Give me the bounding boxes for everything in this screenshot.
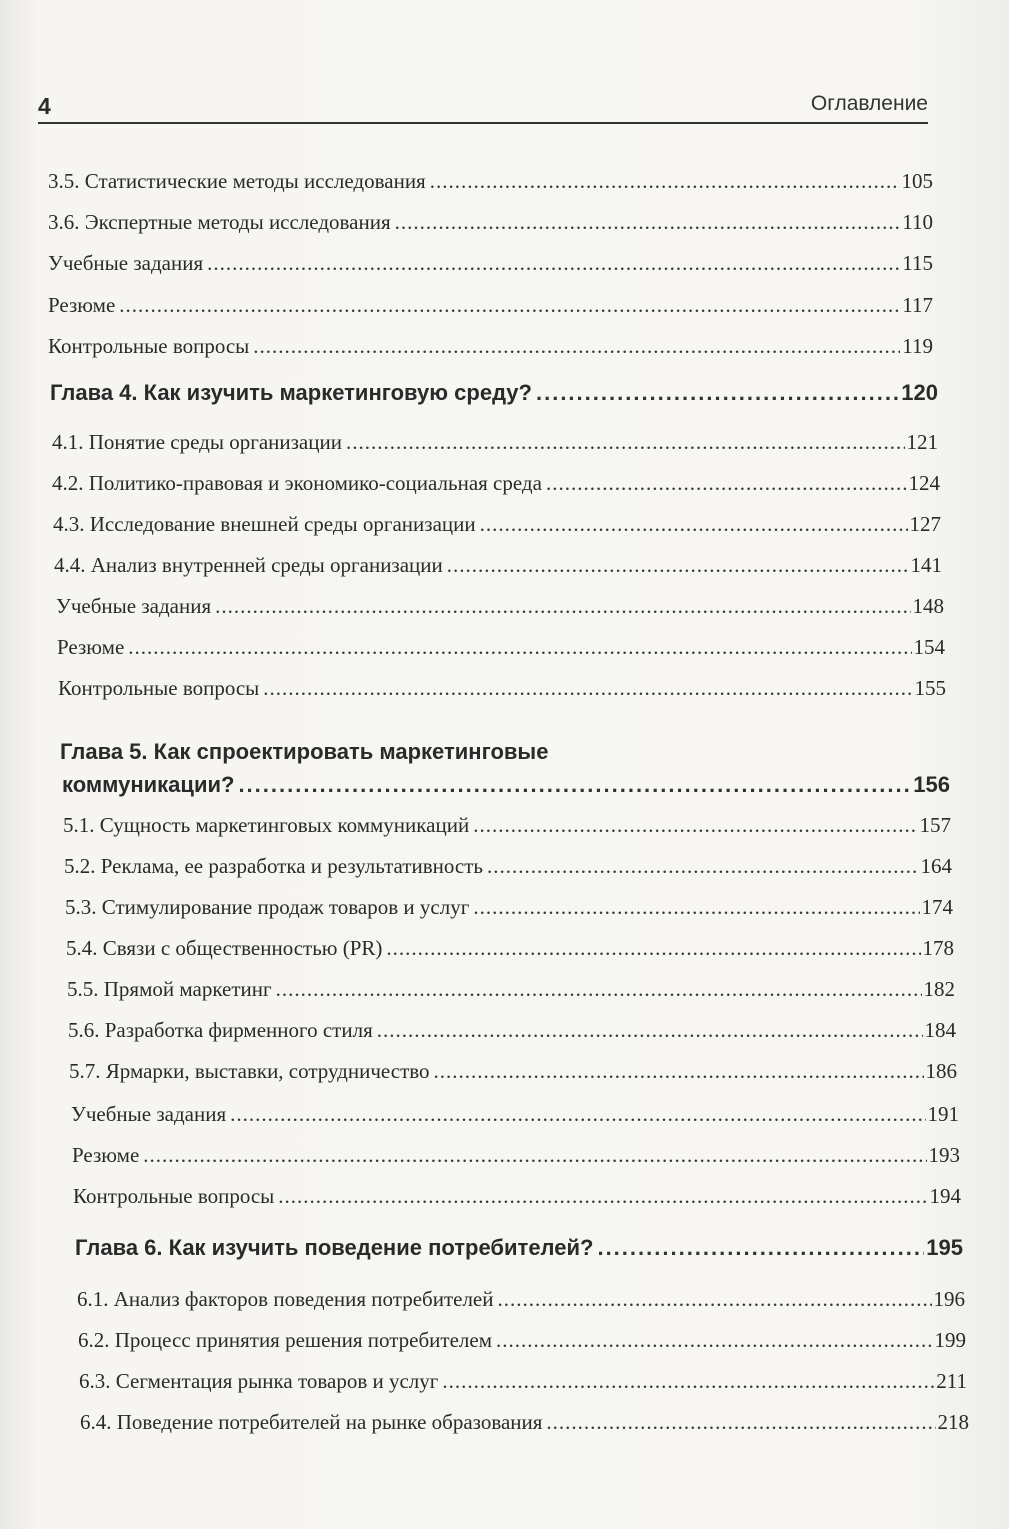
- toc-entry: 6.3. Сегментация рынка товаров и услуг ..... 211: [79, 1368, 967, 1394]
- toc-entry: 5.5. Прямой маркетинг ..... 182: [67, 976, 955, 1002]
- toc-entry: 5.3. Стимулирование продаж товаров и услуг ..... 174: [65, 894, 953, 920]
- toc-entry: Учебные задания ..... 115: [48, 250, 933, 276]
- toc-entry: 3.5. Статистические методы исследования ..... 105: [48, 168, 933, 194]
- toc-entry: 5.4. Связи с общественностью (PR) ..... 178: [66, 935, 954, 961]
- chapter-heading: коммуникации? ..... 156: [62, 772, 950, 798]
- toc-entry: 5.7. Ярмарки, выставки, сотрудничество ..... 186: [69, 1058, 957, 1084]
- toc-entry: 6.1. Анализ факторов поведения потребителей ..... 196: [77, 1286, 965, 1312]
- toc-entry: Резюме ..... 154: [57, 634, 945, 660]
- toc-entry: 6.4. Поведение потребителей на рынке образования ..... 218: [80, 1409, 969, 1435]
- toc-entry: 5.6. Разработка фирменного стиля ..... 184: [68, 1017, 956, 1043]
- toc-entry: 4.1. Понятие среды организации ..... 121: [52, 429, 938, 455]
- toc-entry: Учебные задания ..... 191: [71, 1101, 959, 1127]
- toc-entry: Контрольные вопросы ..... 155: [58, 675, 946, 701]
- running-title: Оглавление: [810, 92, 928, 115]
- toc-entry: Учебные задания ..... 148: [56, 593, 944, 619]
- chapter-heading: Глава 6. Как изучить поведение потребителей? ..... 195: [75, 1235, 963, 1261]
- page-header: [38, 82, 928, 124]
- toc-entry: 5.1. Сущность маркетинговых коммуникаций ..... 157: [63, 812, 951, 838]
- toc-entry: 3.6. Экспертные методы исследования ..... 110: [48, 209, 933, 235]
- toc-entry: 5.2. Реклама, ее разработка и результативность ..... 164: [64, 853, 952, 879]
- chapter-heading: Глава 4. Как изучить маркетинговую среду? ..... 120: [50, 380, 938, 406]
- toc-entry: 4.2. Политико-правовая и экономико-социальная среда ..... 124: [52, 470, 940, 496]
- toc-entry: Контрольные вопросы ..... 194: [73, 1183, 961, 1209]
- toc-entry: 6.2. Процесс принятия решения потребителем ..... 199: [78, 1327, 966, 1353]
- toc-entry: 4.4. Анализ внутренней среды организации ..... 141: [54, 552, 942, 578]
- page-number: 4: [38, 93, 51, 119]
- toc-entry: Резюме ..... 117: [48, 292, 933, 318]
- chapter-heading-line1: Глава 5. Как спроектировать маркетинговые: [60, 739, 549, 764]
- toc-entry: Резюме ..... 193: [72, 1142, 960, 1168]
- toc-entry: 4.3. Исследование внешней среды организации ..... 127: [53, 511, 941, 537]
- toc-entry: Контрольные вопросы ..... 119: [48, 333, 933, 359]
